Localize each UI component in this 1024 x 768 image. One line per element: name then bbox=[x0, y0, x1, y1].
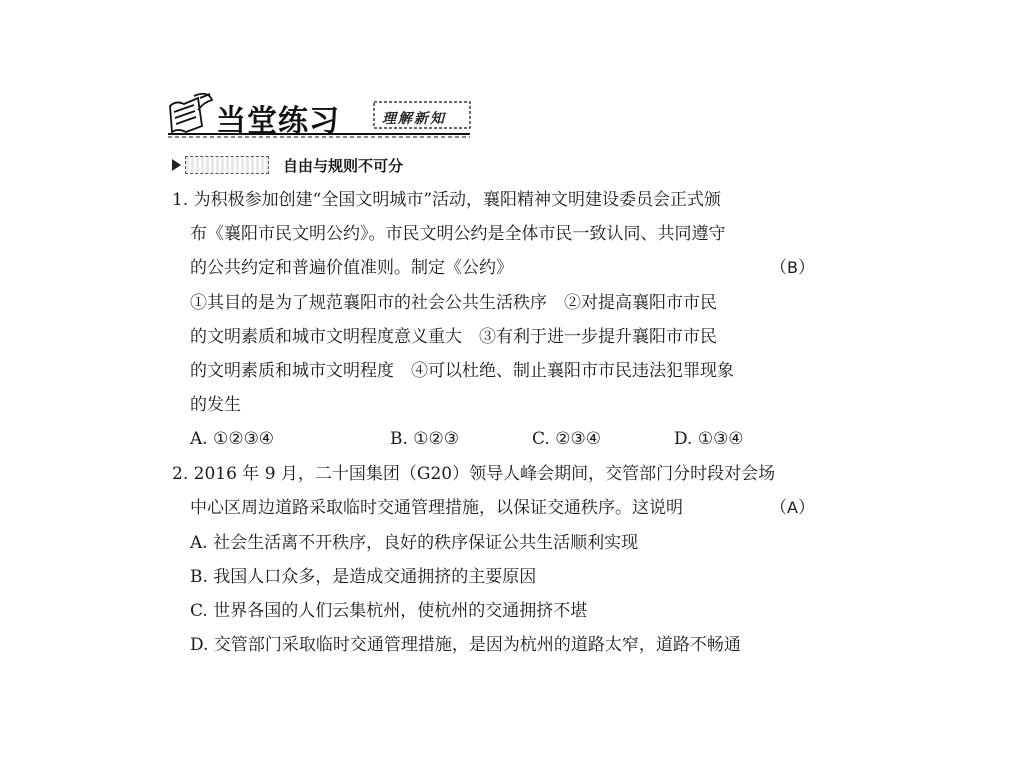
q2-answer bbox=[770, 497, 815, 519]
q1-answer-close: ） bbox=[797, 258, 815, 278]
q2-answer-open: （ bbox=[770, 498, 787, 518]
q1-answer-letter: B bbox=[787, 258, 798, 277]
q2-line-1: 2. 2016 年 9 月，二十国集团（G20）领导人峰会期间，交管部门分时段对会场 bbox=[172, 464, 776, 484]
q1-statement-line-2: 的文明素质和城市文明程度意义重大 ③有利于进一步提升襄阳市市民 bbox=[190, 327, 717, 347]
q1-option-a: A. ①②③④ bbox=[190, 429, 275, 449]
q1-option-c: C. ②③④ bbox=[532, 429, 601, 449]
q1-option-d: D. ①③④ bbox=[674, 429, 744, 449]
banner-subtitle: 理解新知 bbox=[382, 111, 446, 127]
banner-title: 当堂练习 bbox=[216, 104, 340, 139]
q2-option-b: B. 我国人口众多，是造成交通拥挤的主要原因 bbox=[190, 567, 537, 587]
q1-option-b: B. ①②③ bbox=[390, 429, 460, 449]
triangle-pointer-icon bbox=[172, 159, 181, 171]
q1-line-3: 的公共约定和普遍价值准则。制定《公约》 bbox=[190, 258, 513, 278]
q2-answer-close: ） bbox=[797, 498, 815, 518]
q2-option-c: C. 世界各国的人们云集杭州，使杭州的交通拥挤不堪 bbox=[190, 601, 588, 621]
section-header bbox=[172, 154, 403, 176]
q1-line-1: 1. 为积极参加创建“全国文明城市”活动，襄阳精神文明建设委员会正式颁 bbox=[172, 190, 722, 210]
q2-option-a: A. 社会生活离不开秩序，良好的秩序保证公共生活顺利实现 bbox=[190, 533, 639, 553]
q1-answer bbox=[770, 257, 815, 279]
q2-answer-letter: A bbox=[787, 498, 798, 517]
q1-answer-open: （ bbox=[770, 258, 787, 278]
section-title: 自由与规则不可分 bbox=[283, 156, 404, 175]
q2-line-2: 中心区周边道路采取临时交通管理措施，以保证交通秩序。这说明 bbox=[190, 498, 683, 518]
section-tag-decoration bbox=[185, 156, 269, 174]
exercise-banner bbox=[164, 92, 476, 138]
q1-statement-line-3: 的文明素质和城市文明程度 ④可以杜绝、制止襄阳市市民违法犯罪现象 bbox=[190, 361, 734, 381]
scroll-quill-icon bbox=[170, 94, 212, 132]
q2-option-d: D. 交管部门采取临时交通管理措施，是因为杭州的道路太窄，道路不畅通 bbox=[190, 635, 741, 655]
q1-statement-line-1: ①其目的是为了规范襄阳市的社会公共生活秩序 ②对提高襄阳市市民 bbox=[190, 293, 717, 313]
q1-line-2: 布《襄阳市民文明公约》。市民文明公约是全体市民一致认同、共同遵守 bbox=[190, 224, 726, 244]
q1-statement-line-4: 的发生 bbox=[190, 395, 241, 415]
